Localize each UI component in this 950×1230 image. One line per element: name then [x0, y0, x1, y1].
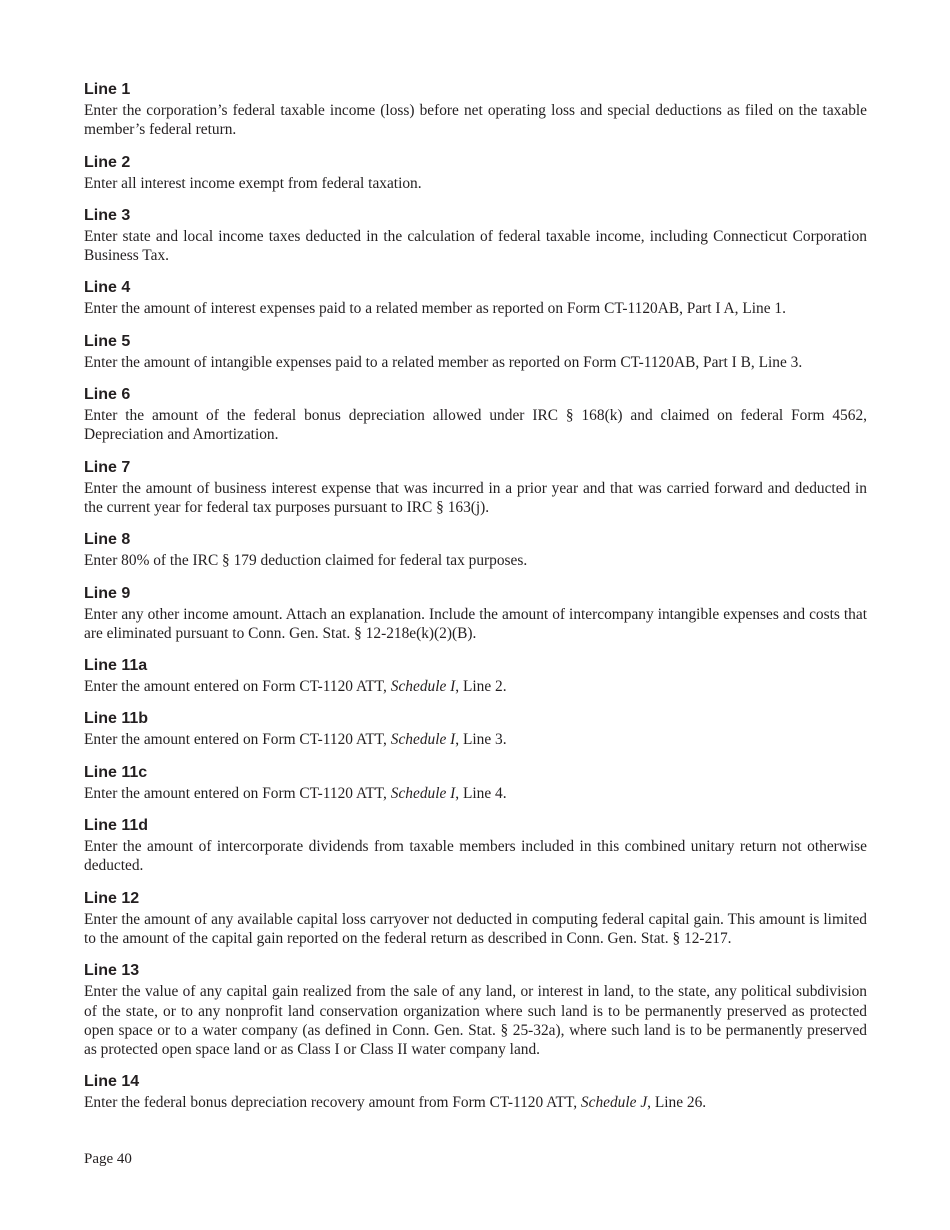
section-text: Enter any other income amount. Attach an explanation. Include the amount of intercompany intangible expenses and costs that are eliminated pursuant to Conn. Gen. Stat. § 12-218e(k)(2)(B). [84, 605, 867, 642]
page-number: Page 40 [84, 1151, 132, 1167]
section-line-6 [84, 385, 867, 445]
section-text: Enter the amount of any available capital loss carryover not deducted in computing federal capital gain. This amount is limited to the amount of the capital gain reported on the federal return as described in Conn. Gen. Stat. § 12-217. [84, 910, 867, 947]
section-heading: Line 11c [84, 763, 148, 781]
section-heading: Line 11a [84, 657, 148, 675]
section-heading: Line 8 [84, 531, 131, 549]
section-text: Enter the value of any capital gain realized from the sale of any land, or interest in land, to the state, any political subdivision of the state, or to any nonprofit land conservation organization where such land is to be permanently preserved as protected open space or to a water company (as defined in Conn. Gen. Stat. § 25-32a), where such land is to be permanently preserved as protected open space land or as Class I or Class II water company land. [84, 983, 867, 1059]
section-heading: Line 4 [84, 279, 131, 297]
section-text: Enter the corporation’s federal taxable income (loss) before net operating loss and special deductions as filed on the taxable member’s federal return. [84, 102, 867, 139]
section-heading: Line 6 [84, 386, 131, 404]
section-line-7 [84, 458, 867, 518]
section-text: Enter the amount of the federal bonus depreciation allowed under IRC § 168(k) and claimed on federal Form 4562, Depreciation and Amortization. [84, 407, 867, 444]
section-text: Enter the amount of business interest expense that was incurred in a prior year and that was carried forward and deducted in the current year for federal tax purposes pursuant to IRC § 163(j). [84, 479, 867, 516]
section-text: Enter all interest income exempt from federal taxation. [84, 174, 422, 192]
section-text [84, 730, 867, 749]
section-line-11c [84, 763, 867, 803]
instructions-page [84, 80, 867, 1126]
text-part: , Line 26. [647, 1094, 707, 1112]
section-text: Enter state and local income taxes deducted in the calculation of federal taxable income, including Connecticut Corporation Business Tax. [84, 227, 867, 265]
section-line-11a [84, 656, 867, 696]
section-line-1 [84, 80, 867, 140]
section-heading: Line 12 [84, 889, 140, 907]
schedule-reference: Schedule J [580, 1094, 648, 1112]
text-part: Enter the amount entered on Form CT-1120 ATT, [84, 784, 391, 802]
section-heading: Line 5 [84, 332, 131, 350]
section-line-13 [84, 961, 867, 1059]
section-text: Enter 80% of the IRC § 179 deduction claimed for federal tax purposes. [84, 552, 528, 570]
section-line-4 [84, 278, 867, 318]
section-line-11b [84, 709, 867, 749]
text-part: Enter the amount entered on Form CT-1120 ATT, [84, 678, 391, 696]
section-text: Enter the amount of intangible expenses paid to a related member as reported on Form CT-1120AB, Part I B, Line 3. [84, 353, 803, 371]
section-line-11d [84, 816, 867, 876]
section-heading: Line 11d [84, 817, 149, 835]
section-heading: Line 13 [84, 962, 140, 980]
section-heading: Line 7 [84, 458, 131, 476]
section-line-5 [84, 332, 867, 372]
text-part: , Line 3. [455, 731, 507, 749]
schedule-reference: Schedule I [390, 784, 456, 802]
section-line-2 [84, 153, 867, 193]
schedule-reference: Schedule I [390, 678, 456, 696]
section-line-3 [84, 206, 867, 266]
section-heading: Line 2 [84, 153, 131, 171]
section-heading: Line 1 [84, 81, 131, 98]
section-text [84, 784, 867, 803]
section-text: Enter the amount of interest expenses paid to a related member as reported on Form CT-1120AB, Part I A, Line 1. [84, 300, 786, 318]
schedule-reference: Schedule I [390, 731, 456, 749]
text-part: Enter the federal bonus depreciation recovery amount from Form CT-1120 ATT, [84, 1094, 581, 1112]
section-heading: Line 14 [84, 1073, 140, 1091]
text-part: Enter the amount entered on Form CT-1120 ATT, [84, 731, 391, 749]
section-line-12 [84, 889, 867, 949]
section-heading: Line 11b [84, 710, 149, 728]
section-line-14 [84, 1072, 867, 1112]
section-heading: Line 3 [84, 206, 131, 224]
section-text [84, 677, 867, 696]
text-part: , Line 4. [455, 784, 507, 802]
section-line-8 [84, 530, 867, 570]
section-line-9 [84, 584, 867, 644]
section-text: Enter the amount of intercorporate dividends from taxable members included in this combined unitary return not otherwise deducted. [84, 838, 867, 875]
text-part: , Line 2. [455, 678, 507, 696]
section-heading: Line 9 [84, 584, 131, 602]
section-text [84, 1093, 867, 1112]
